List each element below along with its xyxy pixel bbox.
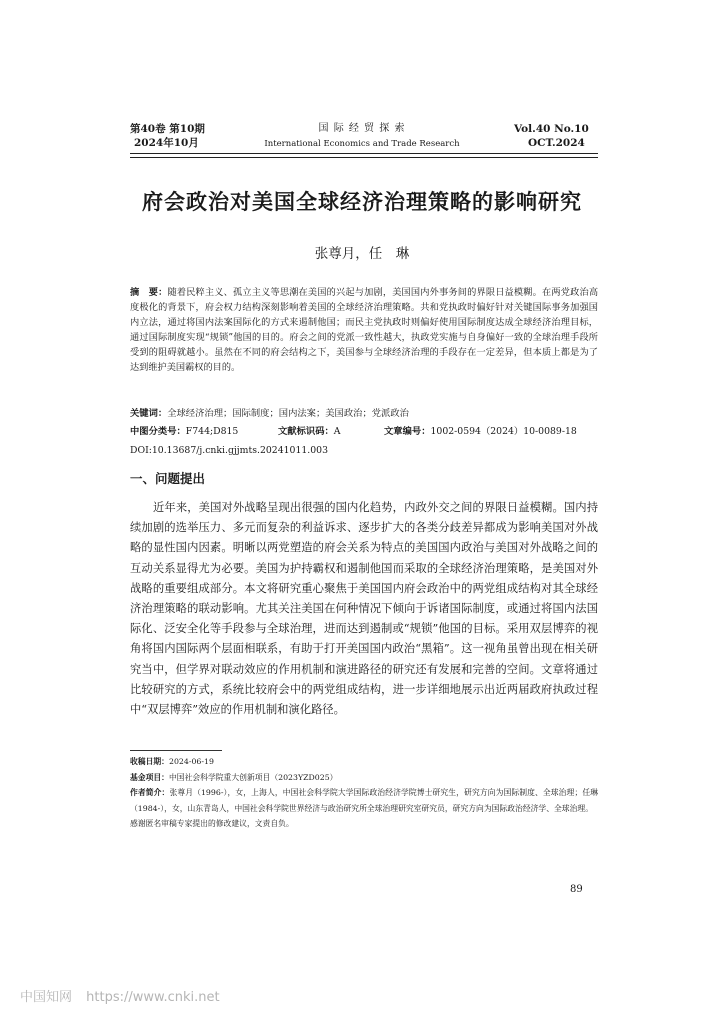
doc-value: A — [333, 426, 341, 437]
article-number — [384, 424, 577, 439]
journal-name-cn: 国 际 经 贸 探 索 — [318, 123, 406, 134]
journal-date-en: OCT.2024 — [528, 137, 585, 149]
author-label: 作者简介： — [130, 788, 170, 797]
cnki-watermark — [20, 986, 220, 1005]
journal-name-en: International Economics and Trade Research — [264, 139, 460, 149]
fund-value: 中国社会科学院重大创新项目（2023YZD025） — [168, 772, 338, 782]
journal-volume-issue: 第40卷 第10期 — [130, 123, 205, 135]
document-code — [278, 424, 341, 439]
doi: DOI:10.13687/j.cnki.gjjmts.20241011.003 — [130, 445, 328, 456]
journal-date: 2024年10月 — [134, 137, 199, 149]
keywords-text: 全球经济治理；国际制度；国内法案；美国政治；党派政治 — [167, 408, 409, 419]
clc-value: F744;D815 — [185, 426, 239, 437]
header-rule-thick — [130, 153, 598, 154]
received-date — [130, 754, 598, 770]
author-profile — [130, 785, 598, 816]
footnotes — [130, 754, 598, 832]
watermark-url: https://www.cnki.net — [86, 990, 220, 1005]
fund-label: 基金项目： — [130, 772, 169, 782]
section-heading: 一、问题提出 — [130, 471, 206, 486]
journal-volume-en: Vol.40 No.10 — [514, 123, 589, 135]
header-rule-thin — [130, 157, 598, 158]
article-title: 府会政治对美国全球经济治理策略的影响研究 — [142, 189, 582, 214]
clc-label: 中图分类号： — [130, 426, 186, 437]
article-number-label: 文章编号： — [384, 426, 431, 437]
abstract-label: 摘 要： — [130, 287, 168, 298]
keywords — [130, 406, 409, 421]
received-value: 2024-06-19 — [168, 757, 214, 766]
keywords-label: 关键词： — [130, 408, 168, 419]
clc-number — [130, 424, 238, 439]
received-label: 收稿日期： — [130, 757, 169, 766]
footnote-rule — [130, 750, 222, 751]
acknowledgement: 感谢匿名审稿专家提出的修改建议，文责自负。 — [130, 819, 294, 828]
author-value: 张尊月（1996-），女，上海人，中国社会科学院大学国际政治经济学院博士研究生，研究方向为国际制度、全球治理；任琳（1984-），女，山东青岛人，中国社会科学院世界经济与政治研究所全球治理研究室研究员，研究方向为国际政治经济学、全球治理。 — [130, 788, 599, 813]
abstract-text: 随着民粹主义、孤立主义等思潮在美国的兴起与加剧，美国国内外事务间的界限日益模糊。在两党政治高度极化的背景下，府会权力结构深刻影响着美国的全球经济治理策略。共和党执政时偏好针对关键国际事务加强国内立法，通过将国内法案国际化的方式来遏制他国；而民主党执政时则偏好使用国际制度达成全球经济治理目标，通过国际制度实现“规锁”他国的目的。府会之间的党派一致性越大，执政党实施与自身偏好一致的全球治理手段所受到的阻碍就越小。虽然在不同的府会结构之下，美国参与全球经济治理的手段存在一定差异，但本质上都是为了达到维护美国霸权的目的。 — [130, 287, 599, 373]
watermark-site: 中国知网 — [20, 990, 73, 1005]
body-paragraph: 近年来，美国对外战略呈现出很强的国内化趋势，内政外交之间的界限日益模糊。国内持续加剧的选举压力、多元而复杂的利益诉求、逐步扩大的各类分歧差异都成为影响美国对外战略的显性国内因素。明晰以两党塑造的府会关系为特点的美国国内政治与美国对外战略之间的互动关系显得尤为必要。美国为护持霸权和遏制他国而采取的全球经济治理策略，是美国对外战略的重要组成部分。本文将研究重心聚焦于美国国内府会政治中的两党组成结构对其全球经济治理策略的联动影响。尤其关注美国在何种情况下倾向于诉诸国际制度，或通过将国内法国际化、泛安全化等手段参与全球治理，进而达到遏制或“规锁”他国的目标。采用双层博弈的视角将国内国际两个层面相联系，有助于打开美国国内政治“黑箱”。这一视角虽曾出现在相关研究当中，但学界对联动效应的作用机制和演进路径的研究还有发展和完善的空间。文章将通过比较研究的方式，系统比较府会中的两党组成结构，进一步详细地展示出近两届政府执政过程中“双层博弈”效应的作用机制和演化路径。 — [130, 501, 598, 717]
article-authors: 张尊月，任 琳 — [314, 246, 410, 262]
doc-label: 文献标识码： — [278, 426, 334, 437]
abstract — [130, 285, 598, 375]
article-number-value: 1002-0594（2024）10-0089-18 — [430, 426, 577, 437]
page-number: 89 — [570, 884, 583, 895]
fund-project — [130, 770, 598, 786]
